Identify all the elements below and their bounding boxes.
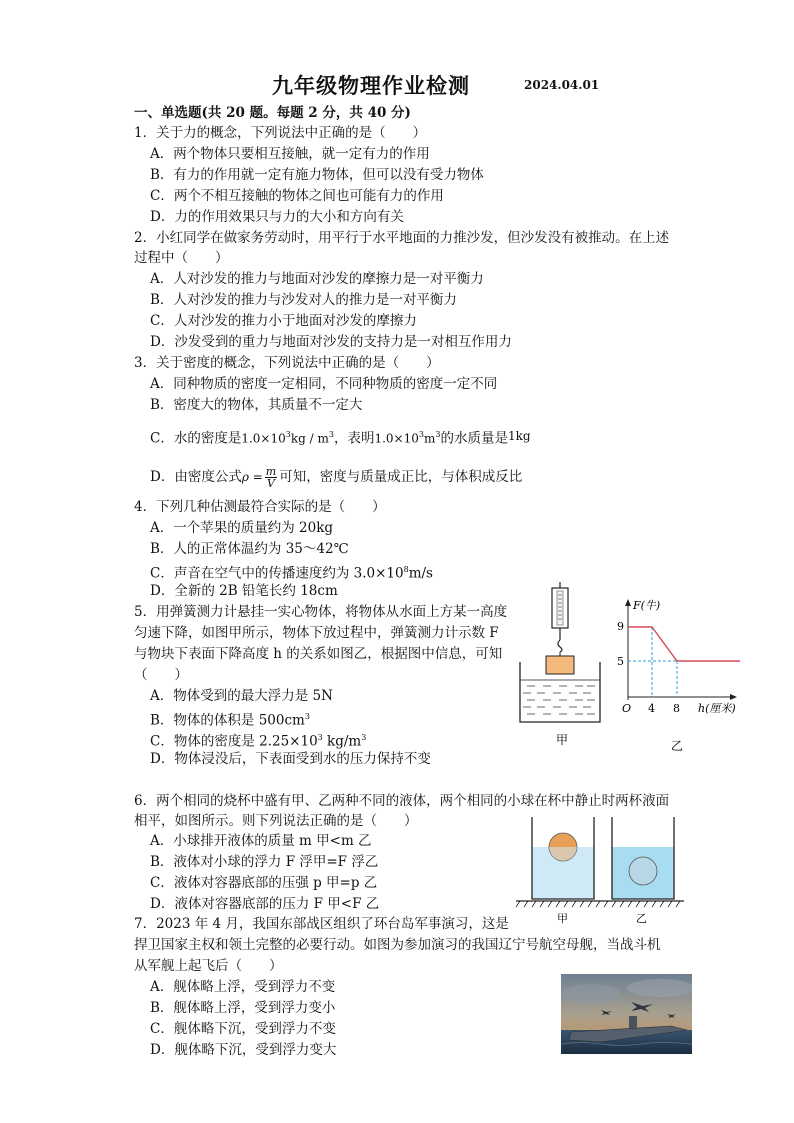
q5-figure-yi-graph — [615, 595, 755, 765]
q5-option-b[interactable]: B．物体的体积是 $500cm^3$ — [150, 712, 310, 729]
aircraft-carrier-photo — [561, 974, 692, 1054]
q7-option-d[interactable]: D．舰体略下沉，受到浮力变大 — [150, 1042, 337, 1058]
q3-option-c[interactable]: C．水的密度是$1.0\times 10^3kg / m^3$，表明$1.0\times 10^3m^3$的水质量是1kg — [150, 428, 531, 447]
q6-figure-beakers — [514, 815, 686, 927]
q5-figure-jia — [515, 582, 605, 762]
page-title: 九年级物理作业检测 — [272, 73, 470, 98]
spring-scale — [552, 582, 568, 656]
section-heading: 一、单选题(共 20 题。每题 2 分，共 40 分) — [134, 105, 411, 121]
q3-option-d[interactable]: D．由密度公式ρ = $\frac{m}{V}$ 可知，密度与质量成正比，与体积成反比 — [150, 465, 523, 490]
date-label: 2024.04.01 — [524, 78, 600, 92]
carrier-island — [629, 1016, 637, 1028]
q7-option-b[interactable]: B．舰体略上浮，受到浮力变小 — [150, 1000, 336, 1016]
q6-option-a[interactable]: A．小球排开液体的质量 m 甲<m 乙 — [150, 833, 372, 849]
q2-option-c[interactable]: C．人对沙发的推力小于地面对沙发的摩擦力 — [150, 313, 417, 329]
q2-option-b[interactable]: B．人对沙发的推力与沙发对人的推力是一对平衡力 — [150, 292, 457, 308]
density-formula-fraction: $\frac{m}{V}$ — [265, 465, 277, 490]
figure-label-jia: 甲 — [555, 733, 569, 747]
x-axis-arrow — [730, 694, 737, 700]
q2-option-a[interactable]: A．人对沙发的推力与地面对沙发的摩擦力是一对平衡力 — [150, 271, 484, 287]
q4-option-d[interactable]: D．全新的 2B 铅笔长约 18cm — [150, 583, 338, 599]
q4-stem: 4．下列几种估测最符合实际的是（ ） — [134, 499, 386, 515]
q7-option-c[interactable]: C．舰体略下沉，受到浮力不变 — [150, 1021, 336, 1037]
q4-option-c[interactable]: C．声音在空气中的传播速度约为 $3.0\times 10^8m/s$ — [150, 565, 433, 582]
q6-stem-line1: 6．两个相同的烧杯中盛有甲、乙两种不同的液体，两个相同的小球在杯中静止时两杯液面 — [134, 793, 670, 809]
figure-label-yi: 乙 — [671, 739, 684, 753]
q4-option-b[interactable]: B．人的正常体温约为 35～42℃ — [150, 541, 349, 557]
q5-option-a[interactable]: A．物体受到的最大浮力是 5N — [150, 688, 333, 704]
hanging-block — [546, 656, 574, 674]
x-tick-8: 8 — [673, 702, 680, 715]
q2-stem-line2: 过程中（ ） — [134, 250, 229, 266]
y-tick-5: 5 — [617, 655, 624, 668]
q5-stem-line2: 匀速下降，如图甲所示，物体下放过程中，弹簧测力计示数 F — [134, 625, 499, 641]
q1-stem: 1．关于力的概念，下列说法中正确的是（ ） — [134, 125, 427, 141]
q5-option-c[interactable]: C．物体的密度是 $2.25\times 10^3$ $kg/m^3$ — [150, 733, 367, 750]
q7-stem-line2: 捍卫国家主权和领土完整的必要行动。如图为参加演习的我国辽宁号航空母舰，当战斗机 — [134, 937, 661, 953]
q5-stem-line1: 5．用弹簧测力计悬挂一实心物体，将物体从水面上方某一高度 — [134, 604, 508, 620]
q6-option-c[interactable]: C．液体对容器底部的压强 p 甲=p 乙 — [150, 875, 378, 891]
q5-stem-line3: 与物块下表面下降高度 h 的关系如图乙，根据图中信息，可知 — [134, 646, 503, 662]
q7-stem-line1: 7．2023 年 4 月，我国东部战区组织了环台岛军事演习，这是 — [134, 916, 509, 932]
figure-label-jia: 甲 — [557, 912, 568, 925]
y-axis-label: F(牛) — [633, 599, 661, 612]
q6-option-d[interactable]: D．液体对容器底部的压力 F 甲<F 乙 — [150, 896, 380, 912]
q6-option-b[interactable]: B．液体对小球的浮力 F 浮甲=F 浮乙 — [150, 854, 379, 870]
q5-stem-line4: （ ） — [134, 667, 188, 683]
q1-option-d[interactable]: D．力的作用效果只与力的大小和方向有关 — [150, 209, 404, 225]
q1-option-a[interactable]: A．两个物体只要相互接触，就一定有力的作用 — [150, 146, 430, 162]
y-tick-9: 9 — [617, 620, 624, 633]
q7-option-a[interactable]: A．舰体略上浮，受到浮力不变 — [150, 979, 336, 995]
q4-option-a[interactable]: A．一个苹果的质量约为 20kg — [150, 520, 334, 536]
q3-stem: 3．关于密度的概念，下列说法中正确的是（ ） — [134, 355, 440, 371]
q7-stem-line3: 从军舰上起飞后（ ） — [134, 958, 283, 974]
q1-option-b[interactable]: B．有力的作用就一定有施力物体，但可以没有受力物体 — [150, 167, 484, 183]
q3-option-b[interactable]: B．密度大的物体，其质量不一定大 — [150, 397, 363, 413]
figure-label-yi: 乙 — [636, 912, 647, 925]
f-h-curve — [628, 627, 740, 661]
q5-option-d[interactable]: D．物体浸没后，下表面受到水的压力保持不变 — [150, 751, 431, 767]
x-axis-label: h(厘米) — [698, 702, 736, 715]
q2-stem-line1: 2．小红同学在做家务劳动时，用平行于水平地面的力推沙发，但沙发没有被推动。在上述 — [134, 230, 670, 246]
ball-yi — [629, 857, 657, 885]
y-axis-arrow — [625, 599, 631, 606]
q6-stem-line2: 相平，如图所示。则下列说法正确的是（ ） — [134, 813, 418, 829]
origin-label: O — [622, 702, 632, 715]
q3-option-a[interactable]: A．同种物质的密度一定相同，不同种物质的密度一定不同 — [150, 376, 498, 392]
q1-option-c[interactable]: C．两个不相互接触的物体之间也可能有力的作用 — [150, 188, 444, 204]
x-tick-4: 4 — [648, 702, 655, 715]
q2-option-d[interactable]: D．沙发受到的重力与地面对沙发的支持力是一对相互作用力 — [150, 334, 512, 350]
